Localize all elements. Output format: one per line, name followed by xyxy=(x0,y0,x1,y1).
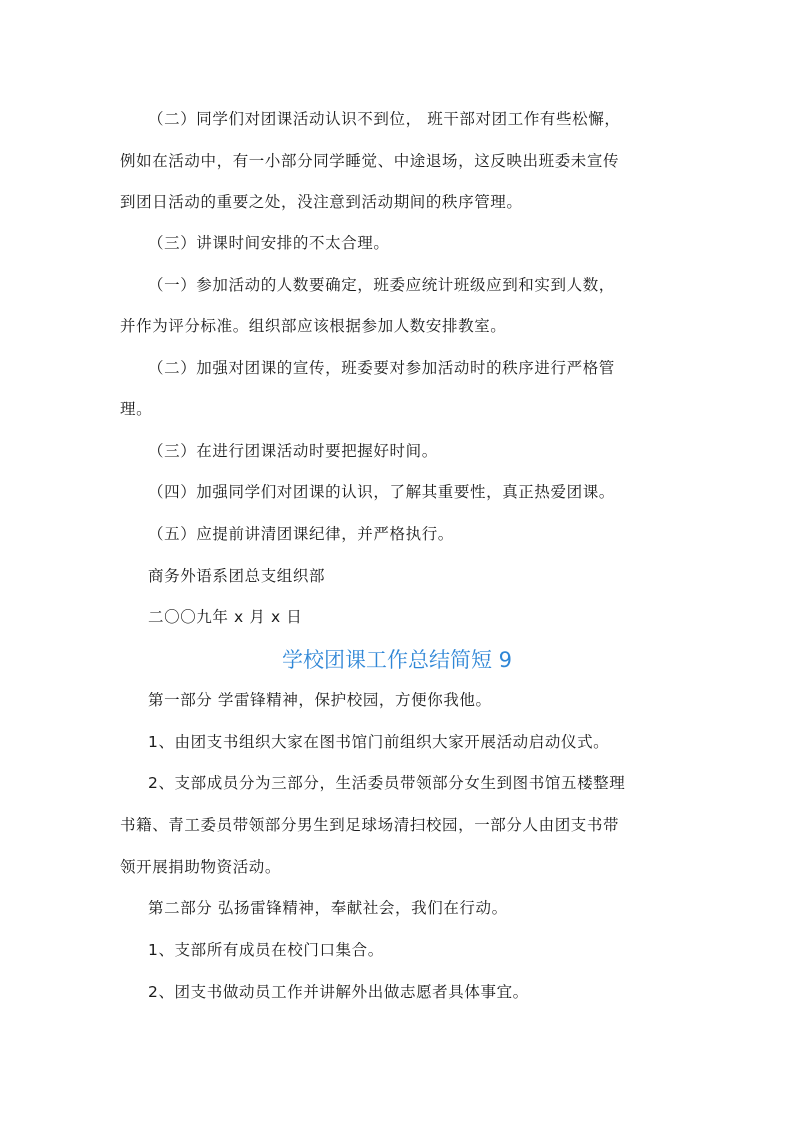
paragraph-line: 领开展捐助物资活动。 xyxy=(120,858,282,876)
paragraph-line: （三）在进行团课活动时要把握好时间。 xyxy=(148,442,438,460)
paragraph-line: 并作为评分标准。组织部应该根据参加人数安排教室。 xyxy=(120,317,507,335)
paragraph-line: 例如在活动中，有一小部分同学睡觉、中途退场，这反映出班委未宣传 xyxy=(120,152,620,170)
paragraph-line: 第一部分 学雷锋精神，保护校园，方便你我他。 xyxy=(148,691,492,709)
paragraph-line: （四）加强同学们对团课的认识，了解其重要性，真正热爱团课。 xyxy=(148,483,615,501)
paragraph-line: （一）参加活动的人数要确定，班委应统计班级应到和实到人数， xyxy=(148,276,615,294)
paragraph-line: （五）应提前讲清团课纪律，并严格执行。 xyxy=(148,525,454,543)
paragraph-line: 2、支部成员分为三部分，生活委员带领部分女生到图书馆五楼整理 xyxy=(148,774,626,792)
paragraph-line: （二）加强对团课的宣传，班委要对参加活动时的秩序进行严格管 xyxy=(148,359,615,377)
signature-department: 商务外语系团总支组织部 xyxy=(148,567,326,585)
paragraph-line: 理。 xyxy=(120,400,153,418)
paragraph-line: （三）讲课时间安排的不太合理。 xyxy=(148,234,390,252)
signature-date: 二〇〇九年 x 月 x 日 xyxy=(148,608,303,626)
paragraph-line: 1、支部所有成员在校门口集合。 xyxy=(148,941,384,959)
paragraph-line: 1、由团支书组织大家在图书馆门前组织大家开展活动启动仪式。 xyxy=(148,733,610,751)
paragraph-line: 到团日活动的重要之处，没注意到活动期间的秩序管理。 xyxy=(120,193,523,211)
section-heading: 学校团课工作总结简短 9 xyxy=(281,648,513,672)
paragraph-line: 2、团支书做动员工作并讲解外出做志愿者具体事宜。 xyxy=(148,983,529,1001)
paragraph-line: （二）同学们对团课活动认识不到位， 班干部对团工作有些松懈， xyxy=(148,110,621,128)
paragraph-line: 第二部分 弘扬雷锋精神，奉献社会，我们在行动。 xyxy=(148,899,508,917)
paragraph-line: 书籍、青工委员带领部分男生到足球场清扫校园，一部分人由团支书带 xyxy=(120,816,620,834)
